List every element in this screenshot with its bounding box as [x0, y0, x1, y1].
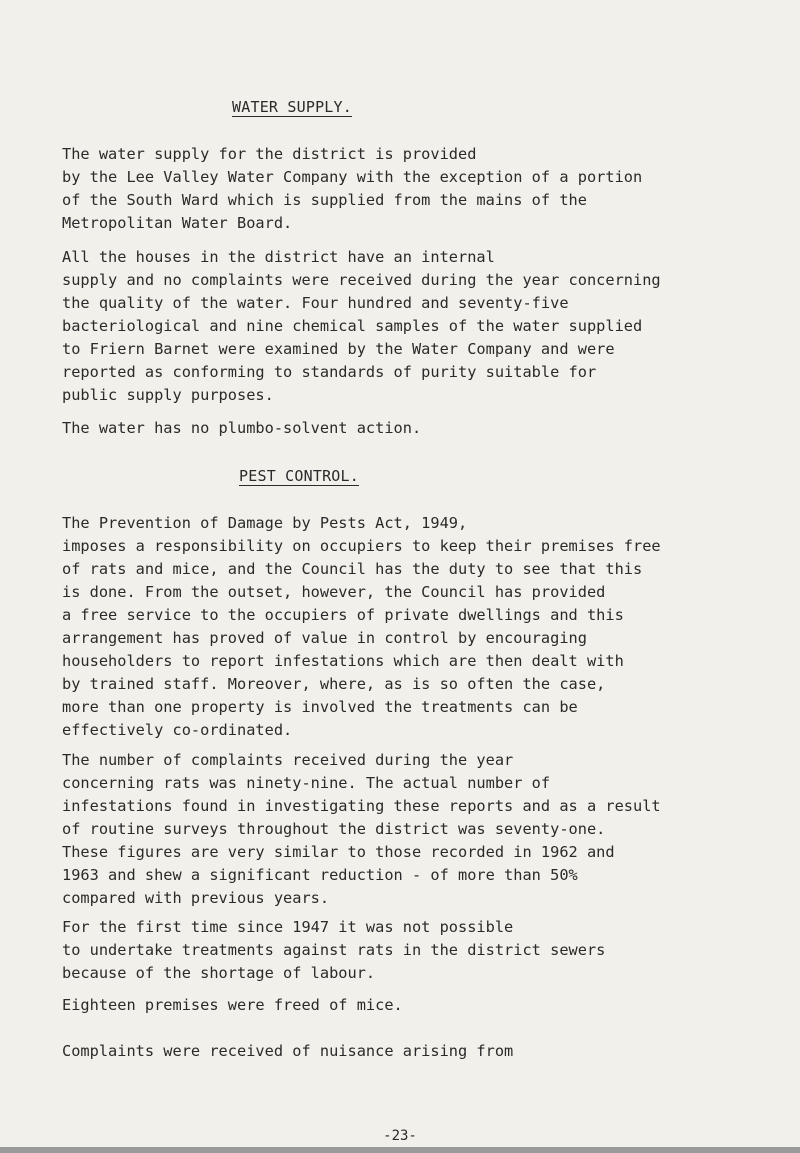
pest-control-heading	[239, 467, 359, 485]
pest-control-heading-text: PEST CONTROL.	[239, 467, 359, 485]
pest-control-paragraph-4: Eighteen premises were freed of mice.	[62, 996, 403, 1014]
water-supply-paragraph-3: The water has no plumbo-solvent action.	[62, 419, 422, 437]
pest-control-paragraph-1: The Prevention of Damage by Pests Act, 1949, imposes a responsibility on occupiers to keep their premises free of rats and mice, and the Council has the duty to see that this is done. From the outset, however, the Council has provided a free service to the occupiers of private dwellings and this arrangement has proved of value in control by encouraging householders to report infestations which are then dealt with by trained staff. Moreover, where, as is so often the case, more than one property is involved the treatments can be effectively co-ordinated.	[62, 514, 661, 739]
page-number: -23-	[383, 1128, 417, 1144]
pest-control-paragraph-3: For the first time since 1947 it was not possible to undertake treatments against rats in the district sewers because of the shortage of labour.	[62, 918, 606, 982]
water-supply-heading-text: WATER SUPPLY.	[232, 98, 352, 116]
page-bottom-edge	[0, 1147, 800, 1153]
pest-control-paragraph-2: The number of complaints received during the year concerning rats was ninety-nine. The actual number of infestations found in investigating these reports and as a result of routine surveys throughout the district was seventy-one. These figures are very similar to those recorded in 1962 and 1963 and shew a significant reduction - of more than 50% compared with previous years.	[62, 751, 661, 907]
water-supply-paragraph-2: All the houses in the district have an internal supply and no complaints were received during the year concerning the quality of the water. Four hundred and seventy-five bacteriological and nine chemical samples of the water supplied to Friern Barnet were examined by the Water Company and were reported as conforming to standards of purity suitable for public supply purposes.	[62, 248, 661, 404]
water-supply-paragraph-1: The water supply for the district is provided by the Lee Valley Water Company with the exception of a portion of the South Ward which is supplied from the mains of the Metropolitan Water Board.	[62, 145, 643, 232]
water-supply-heading	[232, 98, 352, 116]
pest-control-paragraph-5: Complaints were received of nuisance arising from	[62, 1042, 514, 1060]
